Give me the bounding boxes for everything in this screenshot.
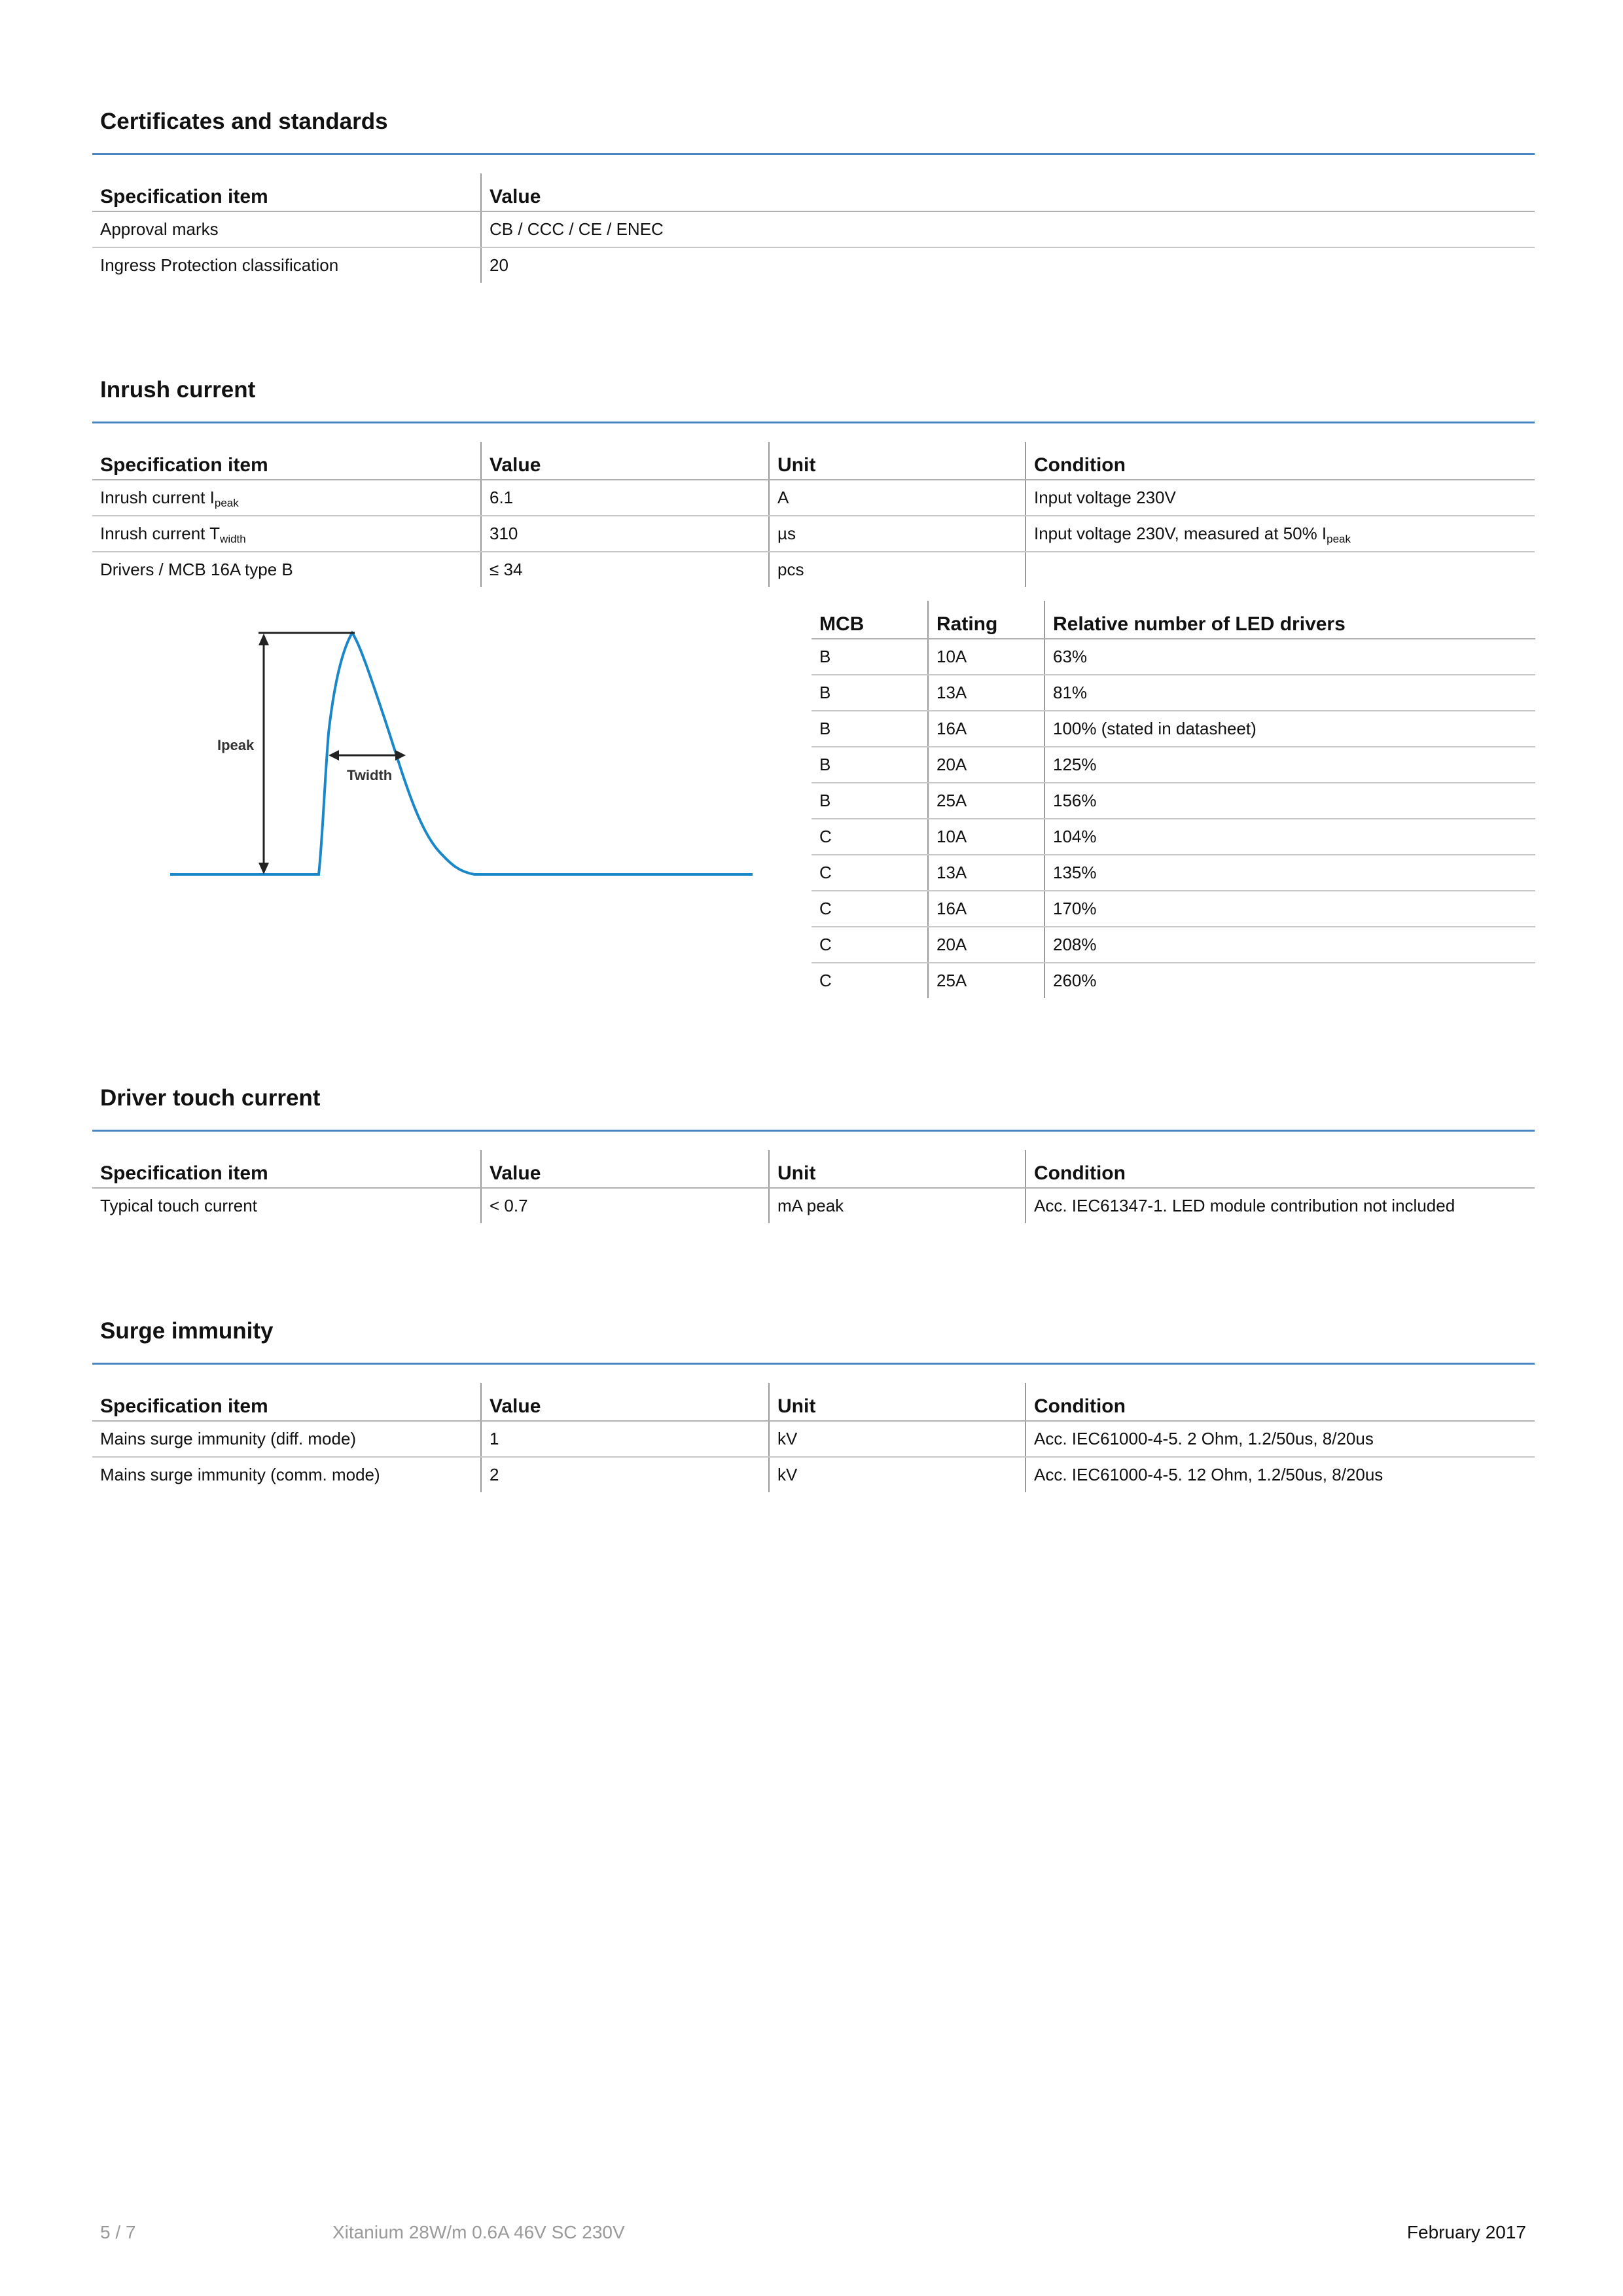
cell-condition [1026,480,1535,516]
table-row [812,891,1535,927]
cell-condition: Acc. IEC61000-4-5. 12 Ohm, 1.2/50us, 8/20us [1026,1457,1535,1492]
section-divider [92,153,1535,155]
cell-rating: 25A [928,963,1044,998]
cell-rating: 16A [928,891,1044,927]
header-specification-item: Specification item [92,173,481,211]
table-header-row [92,1150,1535,1188]
cell-relative: 104% [1044,819,1535,855]
header-condition: Condition [1026,1383,1535,1421]
header-relative: Relative number of LED drivers [1044,601,1535,639]
inrush-waveform-diagram [157,615,759,890]
cell-rating: 13A [928,855,1044,891]
cell-rating: 10A [928,639,1044,675]
header-unit: Unit [769,442,1026,480]
table-row [812,819,1535,855]
condition-subscript: peak [1327,533,1351,545]
header-value: Value [481,442,769,480]
certificates-table [92,173,1535,283]
table-header-row [92,442,1535,480]
header-specification-item: Specification item [92,442,481,480]
table-header-row [92,173,1535,211]
item-subscript: peak [214,497,239,509]
cell-item: Mains surge immunity (diff. mode) [92,1421,481,1457]
cell-rating: 13A [928,675,1044,711]
inrush-table [92,442,1535,587]
cell-mcb: B [812,783,928,819]
header-rating: Rating [928,601,1044,639]
cell-unit: kV [769,1421,1026,1457]
cell-value: 6.1 [481,480,769,516]
cell-item: Mains surge immunity (comm. mode) [100,1465,380,1484]
header-unit: Unit [769,1150,1026,1188]
cell-condition: Acc. IEC61000-4-5. 2 Ohm, 1.2/50us, 8/20us [1026,1421,1535,1457]
cell-item: Typical touch current [100,1196,257,1215]
cell-mcb: B [812,711,928,747]
document-date: February 2017 [1406,2222,1526,2242]
header-condition: Condition [1026,442,1535,480]
cell-mcb: B [812,747,928,783]
table-header-row [812,601,1535,639]
cell-unit: A [769,480,1026,516]
cell-mcb: C [812,891,928,927]
table-row [812,855,1535,891]
twidth-label: Twidth [347,767,393,783]
cell-relative: 135% [1044,855,1535,891]
cell-unit: mA peak [769,1188,1026,1223]
header-value: Value [481,1383,769,1421]
cell-mcb: B [812,639,928,675]
cell-item: Ingress Protection classification [100,255,339,275]
section-divider [92,422,1535,423]
table-row [812,963,1535,998]
table-row [812,927,1535,963]
section-title: Driver touch current [100,1085,321,1111]
header-unit: Unit [769,1383,1026,1421]
table-row [92,1188,1535,1223]
section-title: Certificates and standards [100,109,388,134]
table-row [92,247,1535,283]
header-value: Value [481,1150,769,1188]
cell-item [92,552,481,587]
cell-relative: 170% [1044,891,1535,927]
cell-value: CB / CCC / CE / ENEC [481,211,1535,247]
table-row [92,552,1535,587]
cell-item: Approval marks [92,211,481,247]
twidth-arrow-right [395,750,406,761]
item-text: Drivers / MCB 16A type B [100,560,293,579]
waveform-curve [170,633,753,874]
table-row [812,639,1535,675]
cell-value: 1 [481,1421,769,1457]
table-row [92,1457,1535,1492]
item-text: Inrush current I [100,488,215,507]
table-header-row [92,1383,1535,1421]
cell-mcb: C [812,819,928,855]
table-row [812,783,1535,819]
cell-relative: 81% [1044,675,1535,711]
section-divider [92,1363,1535,1365]
table-row [812,747,1535,783]
cell-mcb: C [812,927,928,963]
cell-relative: 156% [1044,783,1535,819]
page-number: 5 / 7 [100,2222,136,2242]
cell-mcb: C [812,855,928,891]
header-mcb: MCB [812,601,928,639]
table-row [812,711,1535,747]
cell-unit: µs [769,516,1026,552]
cell-mcb: B [812,675,928,711]
item-subscript: width [220,533,246,545]
section-title: Surge immunity [100,1318,274,1344]
mcb-table [812,601,1535,998]
cell-value: ≤ 34 [481,552,769,587]
cell-condition [1026,516,1535,552]
cell-condition [1026,552,1535,587]
cell-relative: 260% [1044,963,1535,998]
condition-text: Input voltage 230V, measured at 50% I [1034,524,1327,543]
table-row [92,1421,1535,1457]
cell-item [92,516,481,552]
cell-value: < 0.7 [481,1188,769,1223]
table-row [92,211,1535,247]
cell-unit: pcs [769,552,1026,587]
cell-value: 2 [481,1457,769,1492]
table-row [92,480,1535,516]
cell-rating: 16A [928,711,1044,747]
section-title: Inrush current [100,377,256,403]
item-text: Inrush current T [100,524,221,543]
header-condition: Condition [1026,1150,1535,1188]
cell-condition: Acc. IEC61347-1. LED module contribution not included [1026,1188,1535,1223]
cell-unit: kV [769,1457,1026,1492]
cell-rating: 10A [928,819,1044,855]
ipeak-label: Ipeak [217,737,255,753]
section-divider [92,1130,1535,1132]
cell-rating: 25A [928,783,1044,819]
ipeak-arrow-up [259,634,269,645]
cell-relative: 100% (stated in datasheet) [1044,711,1535,747]
product-name: Xitanium 28W/m 0.6A 46V SC 230V [332,2222,625,2242]
surge-immunity-table [92,1383,1535,1492]
header-specification-item: Specification item [92,1150,481,1188]
header-specification-item: Specification item [92,1383,481,1421]
touch-current-table [92,1150,1535,1223]
ipeak-arrow-down [259,863,269,874]
cell-rating: 20A [928,747,1044,783]
cell-item [92,480,481,516]
cell-relative: 125% [1044,747,1535,783]
condition-text: Input voltage 230V [1034,488,1176,507]
table-row [812,675,1535,711]
cell-rating: 20A [928,927,1044,963]
twidth-arrow-left [329,750,339,761]
cell-mcb: C [819,971,832,990]
table-row [92,516,1535,552]
cell-value: 310 [481,516,769,552]
cell-relative: 208% [1044,927,1535,963]
header-value: Value [481,173,1535,211]
cell-value: 20 [481,247,1535,283]
cell-relative: 63% [1044,639,1535,675]
